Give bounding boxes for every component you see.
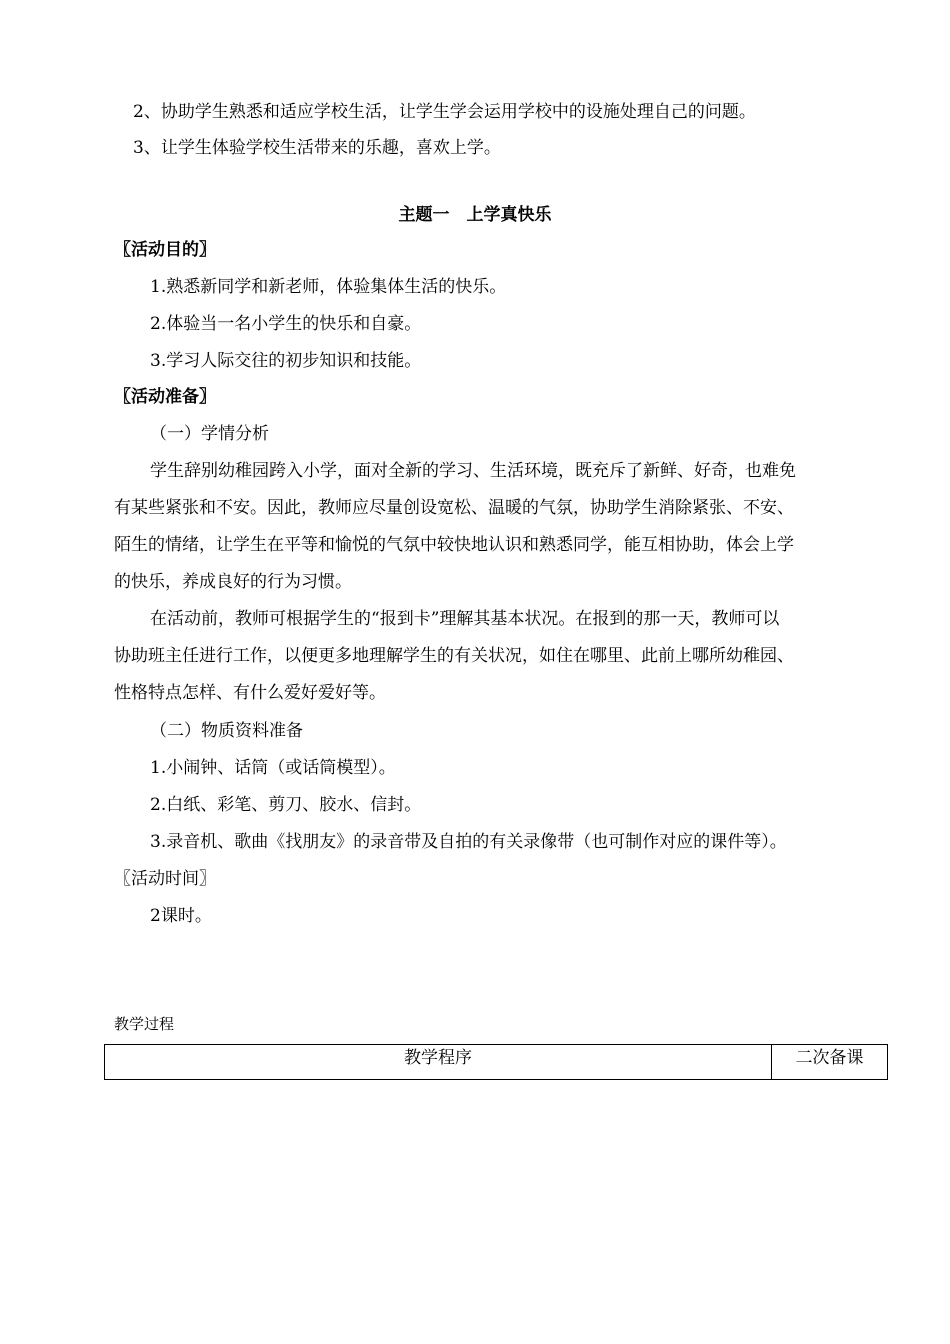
material-item-2: 2.白纸、彩笔、剪刀、胶水、信封。: [150, 795, 422, 815]
process-table: [104, 1044, 888, 1080]
activity-time-value: 2课时。: [150, 906, 212, 926]
goal-item-2: 2、协助学生熟悉和适应学校生活，让学生学会运用学校中的设施处理自己的问题。: [133, 102, 756, 122]
analysis-paragraph-line-2: 有某些紧张和不安。因此，教师应尽量创设宽松、温暖的气氛，协助学生消除紧张、不安、: [114, 498, 794, 518]
table-header-second-prep: 二次备课: [772, 1045, 888, 1080]
activity-goal-heading: 〖活动目的〗: [114, 240, 216, 260]
activity-time-heading: 〖活动时间〗: [114, 869, 216, 889]
activity-goal-item-3: 3.学习人际交往的初步知识和技能。: [150, 351, 422, 371]
pre-activity-paragraph-line-2: 协助班主任进行工作，以便更多地理解学生的有关状况，如住在哪里、此前上哪所幼稚园、: [114, 646, 794, 666]
table-row: [105, 1045, 888, 1080]
prep-sub-heading-1: （一）学情分析: [150, 424, 269, 444]
analysis-paragraph-line-3: 陌生的情绪，让学生在平等和愉悦的气氛中较快地认识和熟悉同学，能互相协助，体会上学: [114, 535, 794, 555]
analysis-paragraph-line-1: 学生辞别幼稚园跨入小学，面对全新的学习、生活环境，既充斥了新鲜、好奇，也难免: [150, 461, 796, 481]
process-label: 教学过程: [114, 1015, 175, 1033]
goal-item-3: 3、让学生体验学校生活带来的乐趣，喜欢上学。: [133, 138, 501, 158]
material-item-1: 1.小闹钟、话筒（或话筒模型）。: [150, 758, 396, 778]
table-header-procedure: 教学程序: [105, 1045, 772, 1080]
activity-goal-item-2: 2.体验当一名小学生的快乐和自豪。: [150, 314, 422, 334]
pre-activity-paragraph-line-1: 在活动前，教师可根据学生的“报到卡”理解其基本状况。在报到的那一天，教师可以: [150, 609, 780, 629]
pre-activity-paragraph-line-3: 性格特点怎样、有什么爱好爱好等。: [114, 683, 386, 703]
prep-sub-heading-2: （二）物质资料准备: [150, 721, 303, 741]
material-item-3: 3.录音机、歌曲《找朋友》的录音带及自拍的有关录像带（也可制作对应的课件等）。: [150, 832, 787, 852]
theme-title: 主题一 上学真快乐: [398, 205, 552, 225]
activity-prep-heading: 〖活动准备〗: [114, 387, 216, 407]
activity-goal-item-1: 1.熟悉新同学和新老师，体验集体生活的快乐。: [150, 277, 507, 297]
analysis-paragraph-line-4: 的快乐，养成良好的行为习惯。: [114, 572, 352, 592]
